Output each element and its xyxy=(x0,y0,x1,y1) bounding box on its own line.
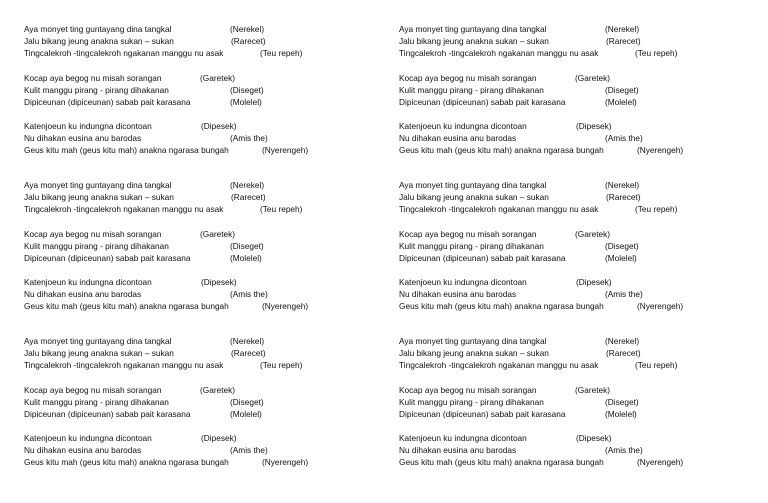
poem-line xyxy=(399,300,739,312)
poem-line xyxy=(399,359,739,371)
poem-line xyxy=(399,396,739,408)
line-annotation: (Diseget) xyxy=(605,84,639,95)
stanza xyxy=(399,335,739,371)
line-annotation: (Amis the) xyxy=(605,133,643,143)
line-annotation: (Teu repeh) xyxy=(635,360,678,370)
line-text: Tingcalekroh -tingcalekroh ngakanan manggu nu asak xyxy=(399,360,599,370)
stanza xyxy=(399,276,739,312)
line-text: Jalu bikang jeung anakna sukan – sukan xyxy=(24,192,174,202)
line-text: Kocap aya begog nu misah sorangan xyxy=(399,228,537,239)
poem-line xyxy=(24,456,364,468)
poem-line xyxy=(24,132,364,144)
line-text: Katenjoeun ku indungna dicontoan xyxy=(399,121,527,131)
poem-line xyxy=(399,384,739,396)
line-annotation: (Nyerengeh) xyxy=(637,301,684,311)
poem-line xyxy=(399,347,739,359)
stanza xyxy=(24,335,364,371)
line-annotation: (Dipesek) xyxy=(576,277,612,287)
line-text: Jalu bikang jeung anakna sukan – sukan xyxy=(24,348,174,358)
line-text: Katenjoeun ku indungna dicontoan xyxy=(24,121,152,131)
poem-block xyxy=(399,179,739,325)
line-annotation: (Garetek) xyxy=(575,228,611,239)
poem-line xyxy=(399,132,739,144)
poem-line xyxy=(399,240,739,252)
poem-line xyxy=(24,23,364,35)
line-text: Nu dihakan eusina anu barodas xyxy=(24,289,142,299)
line-annotation: (Molelel) xyxy=(230,252,262,263)
poem-line xyxy=(399,120,739,132)
stanza xyxy=(24,432,364,468)
poem-line xyxy=(399,408,739,420)
stanza xyxy=(399,72,739,108)
line-annotation: (Amis the) xyxy=(605,445,643,455)
stanza xyxy=(24,179,364,215)
line-annotation: (Teu repeh) xyxy=(260,204,303,214)
poem-line xyxy=(24,120,364,132)
line-text: Kulit manggu pirang - pirang dihakanan xyxy=(399,396,544,407)
line-annotation: (Molelel) xyxy=(605,252,637,263)
line-annotation: (Dipesek) xyxy=(576,433,612,443)
line-annotation: (Teu repeh) xyxy=(260,48,303,58)
poem-line xyxy=(24,252,364,264)
line-text: Aya monyet ting guntayang dina tangkal xyxy=(399,180,547,190)
poem-line xyxy=(399,72,739,84)
poem-line xyxy=(399,456,739,468)
line-text: Jalu bikang jeung anakna sukan – sukan xyxy=(399,36,549,46)
poem-line xyxy=(24,276,364,288)
poem-block xyxy=(24,179,364,325)
poem-line xyxy=(24,240,364,252)
line-annotation: (Molelel) xyxy=(605,408,637,419)
poem-line xyxy=(24,144,364,156)
stanza xyxy=(399,432,739,468)
line-text: Kulit manggu pirang - pirang dihakanan xyxy=(24,396,169,407)
line-annotation: (Garetek) xyxy=(200,228,236,239)
line-annotation: (Nyerengeh) xyxy=(637,145,684,155)
poem-line xyxy=(24,72,364,84)
poem-block xyxy=(24,23,364,169)
line-annotation: (Rarecet) xyxy=(606,348,641,358)
stanza xyxy=(399,384,739,420)
line-text: Katenjoeun ku indungna dicontoan xyxy=(399,277,527,287)
poem-line xyxy=(24,228,364,240)
line-text: Nu dihakan eusina anu barodas xyxy=(399,133,517,143)
line-text: Aya monyet ting guntayang dina tangkal xyxy=(24,180,172,190)
poem-line xyxy=(399,335,739,347)
line-annotation: (Nyerengeh) xyxy=(262,301,309,311)
line-annotation: (Teu repeh) xyxy=(635,204,678,214)
line-text: Nu dihakan eusina anu barodas xyxy=(399,445,517,455)
line-annotation: (Garetek) xyxy=(575,72,611,83)
poem-line xyxy=(399,179,739,191)
line-annotation: (Diseget) xyxy=(230,240,264,251)
line-text: Kocap aya begog nu misah sorangan xyxy=(399,72,537,83)
poem-line xyxy=(399,203,739,215)
line-annotation: (Amis the) xyxy=(230,133,268,143)
line-annotation: (Nerekel) xyxy=(230,336,265,346)
poem-line xyxy=(24,179,364,191)
poem-line xyxy=(24,47,364,59)
line-text: Geus kitu mah (geus kitu mah) anakna ngarasa bungah xyxy=(24,457,229,467)
line-text: Geus kitu mah (geus kitu mah) anakna ngarasa bungah xyxy=(399,301,604,311)
poem-block xyxy=(399,335,739,481)
poem-line xyxy=(399,228,739,240)
line-text: Kulit manggu pirang - pirang dihakanan xyxy=(24,84,169,95)
line-annotation: (Dipesek) xyxy=(201,433,237,443)
poem-line xyxy=(24,347,364,359)
stanza xyxy=(24,120,364,156)
line-text: Kocap aya begog nu misah sorangan xyxy=(24,228,162,239)
stanza xyxy=(24,23,364,59)
stanza xyxy=(24,72,364,108)
line-annotation: (Diseget) xyxy=(230,84,264,95)
stanza xyxy=(399,23,739,59)
line-text: Kulit manggu pirang - pirang dihakanan xyxy=(24,240,169,251)
line-text: Kocap aya begog nu misah sorangan xyxy=(399,384,537,395)
line-annotation: (Rarecet) xyxy=(231,348,266,358)
line-annotation: (Teu repeh) xyxy=(635,48,678,58)
line-annotation: (Nerekel) xyxy=(605,180,640,190)
poem-line xyxy=(24,191,364,203)
line-text: Tingcalekroh -tingcalekroh ngakanan manggu nu asak xyxy=(399,48,599,58)
poem-line xyxy=(24,288,364,300)
line-text: Katenjoeun ku indungna dicontoan xyxy=(24,433,152,443)
line-annotation: (Amis the) xyxy=(230,445,268,455)
poem-line xyxy=(24,203,364,215)
line-annotation: (Molelel) xyxy=(230,96,262,107)
line-annotation: (Dipesek) xyxy=(201,277,237,287)
line-annotation: (Garetek) xyxy=(200,384,236,395)
line-text: Dipiceunan (dipiceunan) sabab pait karasana xyxy=(399,408,566,419)
poem-line xyxy=(24,35,364,47)
line-text: Nu dihakan eusina anu barodas xyxy=(399,289,517,299)
poem-line xyxy=(24,84,364,96)
line-text: Dipiceunan (dipiceunan) sabab pait karasana xyxy=(24,252,191,263)
line-text: Tingcalekroh -tingcalekroh ngakanan manggu nu asak xyxy=(24,204,224,214)
line-annotation: (Amis the) xyxy=(605,289,643,299)
line-annotation: (Nerekel) xyxy=(605,336,640,346)
line-text: Tingcalekroh -tingcalekroh ngakanan manggu nu asak xyxy=(24,48,224,58)
line-annotation: (Diseget) xyxy=(230,396,264,407)
poem-line xyxy=(399,144,739,156)
line-annotation: (Teu repeh) xyxy=(260,360,303,370)
line-annotation: (Diseget) xyxy=(605,396,639,407)
poem-line xyxy=(24,444,364,456)
poem-line xyxy=(24,300,364,312)
poem-line xyxy=(399,432,739,444)
line-text: Nu dihakan eusina anu barodas xyxy=(24,133,142,143)
line-text: Katenjoeun ku indungna dicontoan xyxy=(24,277,152,287)
poem-line xyxy=(399,35,739,47)
poem-line xyxy=(399,23,739,35)
poem-line xyxy=(24,359,364,371)
line-text: Aya monyet ting guntayang dina tangkal xyxy=(24,24,172,34)
line-annotation: (Garetek) xyxy=(575,384,611,395)
line-annotation: (Rarecet) xyxy=(606,36,641,46)
poem-line xyxy=(399,252,739,264)
poem-line xyxy=(399,191,739,203)
line-annotation: (Molelel) xyxy=(605,96,637,107)
stanza xyxy=(24,276,364,312)
line-annotation: (Nerekel) xyxy=(230,24,265,34)
poem-line xyxy=(399,276,739,288)
poem-line xyxy=(24,384,364,396)
line-annotation: (Nyerengeh) xyxy=(262,145,309,155)
line-text: Jalu bikang jeung anakna sukan – sukan xyxy=(399,348,549,358)
line-text: Dipiceunan (dipiceunan) sabab pait karasana xyxy=(24,96,191,107)
poem-line xyxy=(399,444,739,456)
line-text: Dipiceunan (dipiceunan) sabab pait karasana xyxy=(399,96,566,107)
line-text: Geus kitu mah (geus kitu mah) anakna ngarasa bungah xyxy=(399,145,604,155)
line-text: Nu dihakan eusina anu barodas xyxy=(24,445,142,455)
line-text: Katenjoeun ku indungna dicontoan xyxy=(399,433,527,443)
poem-line xyxy=(399,96,739,108)
line-annotation: (Nyerengeh) xyxy=(637,457,684,467)
line-text: Geus kitu mah (geus kitu mah) anakna ngarasa bungah xyxy=(399,457,604,467)
line-text: Geus kitu mah (geus kitu mah) anakna ngarasa bungah xyxy=(24,145,229,155)
poem-line xyxy=(24,396,364,408)
stanza xyxy=(399,179,739,215)
poem-line xyxy=(399,84,739,96)
line-text: Tingcalekroh -tingcalekroh ngakanan manggu nu asak xyxy=(24,360,224,370)
line-text: Jalu bikang jeung anakna sukan – sukan xyxy=(399,192,549,202)
line-annotation: (Dipesek) xyxy=(576,121,612,131)
line-annotation: (Dipesek) xyxy=(201,121,237,131)
line-text: Kocap aya begog nu misah sorangan xyxy=(24,384,162,395)
line-text: Dipiceunan (dipiceunan) sabab pait karasana xyxy=(399,252,566,263)
line-annotation: (Nerekel) xyxy=(230,180,265,190)
line-annotation: (Rarecet) xyxy=(606,192,641,202)
stanza xyxy=(24,228,364,264)
poem-line xyxy=(399,288,739,300)
line-annotation: (Nyerengeh) xyxy=(262,457,309,467)
poem-block xyxy=(399,23,739,169)
poem-line xyxy=(24,408,364,420)
line-text: Aya monyet ting guntayang dina tangkal xyxy=(399,24,547,34)
poem-block xyxy=(24,335,364,481)
line-text: Jalu bikang jeung anakna sukan – sukan xyxy=(24,36,174,46)
stanza xyxy=(399,120,739,156)
line-annotation: (Rarecet) xyxy=(231,36,266,46)
poem-line xyxy=(24,432,364,444)
poem-line xyxy=(24,335,364,347)
line-annotation: (Rarecet) xyxy=(231,192,266,202)
line-text: Aya monyet ting guntayang dina tangkal xyxy=(24,336,172,346)
line-text: Aya monyet ting guntayang dina tangkal xyxy=(399,336,547,346)
stanza xyxy=(399,228,739,264)
line-text: Geus kitu mah (geus kitu mah) anakna ngarasa bungah xyxy=(24,301,229,311)
line-annotation: (Molelel) xyxy=(230,408,262,419)
line-text: Kulit manggu pirang - pirang dihakanan xyxy=(399,240,544,251)
line-annotation: (Garetek) xyxy=(200,72,236,83)
line-text: Dipiceunan (dipiceunan) sabab pait karasana xyxy=(24,408,191,419)
poem-line xyxy=(24,96,364,108)
line-annotation: (Amis the) xyxy=(230,289,268,299)
line-annotation: (Nerekel) xyxy=(605,24,640,34)
poem-line xyxy=(399,47,739,59)
line-annotation: (Diseget) xyxy=(605,240,639,251)
line-text: Tingcalekroh -tingcalekroh ngakanan manggu nu asak xyxy=(399,204,599,214)
line-text: Kulit manggu pirang - pirang dihakanan xyxy=(399,84,544,95)
line-text: Kocap aya begog nu misah sorangan xyxy=(24,72,162,83)
stanza xyxy=(24,384,364,420)
